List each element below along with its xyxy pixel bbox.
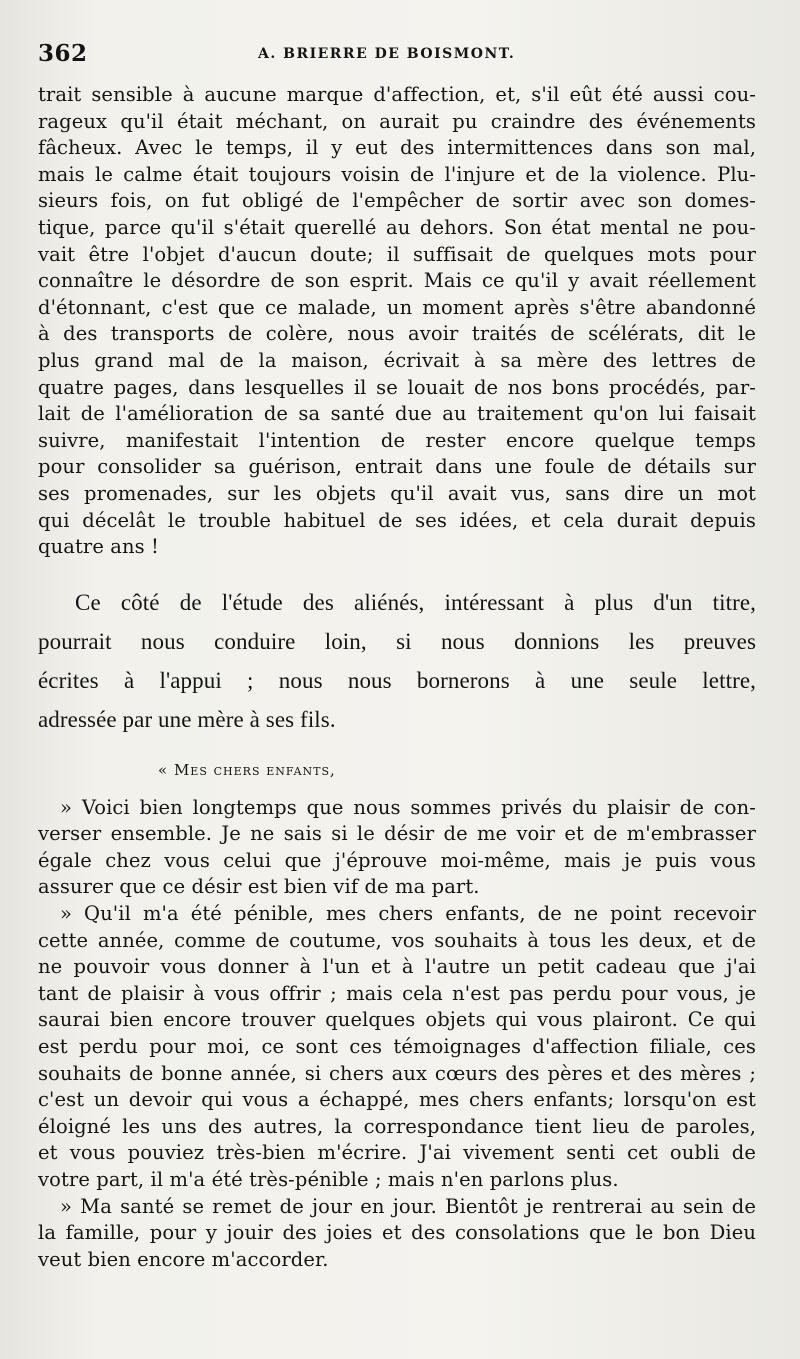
text-line: ses promenades, sur les objets qu'il avait vus, sans dire un mot bbox=[38, 481, 756, 505]
text-line: égale chez vous celui que j'éprouve moi-même, mais je puis vous bbox=[38, 848, 756, 872]
text-line: est perdu pour moi, ce sont ces témoignages d'affection filiale, ces bbox=[38, 1035, 756, 1059]
paragraph-introduction-to-letter bbox=[38, 583, 756, 739]
letter-paragraph bbox=[38, 1194, 756, 1274]
text-line: verser ensemble. Je ne sais si le désir de me voir et de m'embrasser bbox=[38, 822, 756, 846]
text-line: sieurs fois, on fut obligé de l'empêcher de sortir avec son domes- bbox=[38, 189, 756, 213]
text-line: vait être l'objet d'aucun doute; il suffisait de quelques mots pour bbox=[38, 242, 756, 266]
text-line: ne pouvoir vous donner à l'un et à l'autre un petit cadeau que j'ai bbox=[38, 955, 756, 979]
text-line: lait de l'amélioration de sa santé due au traitement qu'on lui faisait bbox=[38, 402, 756, 426]
text-line: » Voici bien longtemps que nous sommes privés du plaisir de con- bbox=[60, 795, 756, 819]
text-line: souhaits de bonne année, si chers aux cœurs des pères et des mères ; bbox=[38, 1061, 756, 1085]
text-line: trait sensible à aucune marque d'affection, et, s'il eût été aussi cou- bbox=[38, 83, 756, 106]
text-line: à des transports de colère, nous avoir traités de scélérats, dit le bbox=[38, 322, 756, 346]
text-line: » Ma santé se remet de jour en jour. Bientôt je rentrerai au sein de bbox=[60, 1194, 756, 1218]
text-line: votre part, il m'a été très-pénible ; mais n'en parlons plus. bbox=[38, 1168, 619, 1191]
text-line: suivre, manifestait l'intention de rester encore quelque temps bbox=[38, 428, 756, 452]
text-line: tant de plaisir à vous offrir ; mais cela n'est pas perdu pour vous, je bbox=[38, 981, 756, 1005]
text-line: qui décelât le trouble habituel de ses idées, et cela durait depuis bbox=[38, 508, 756, 532]
text-line: pourrait nous conduire loin, si nous donnions les preuves bbox=[38, 628, 756, 654]
page-number: 362 bbox=[38, 40, 88, 67]
text-line: la famille, pour y jouir des joies et des consolations que le bon Dieu bbox=[38, 1221, 756, 1245]
text-line: plus grand mal de la maison, écrivait à sa mère des lettres de bbox=[38, 348, 756, 372]
text-line: veut bien encore m'accorder. bbox=[38, 1247, 329, 1271]
text-line: quatre ans ! bbox=[38, 535, 159, 559]
paragraph-case-description bbox=[38, 82, 756, 561]
text-line: rageux qu'il était méchant, on aurait pu craindre des événements bbox=[38, 109, 756, 133]
text-line: et vous pouviez très-bien m'écrire. J'ai vivement senti cet oubli de bbox=[38, 1141, 756, 1165]
text-line: saurai bien encore trouver quelques objets qui vous plairont. Ce qui bbox=[38, 1008, 756, 1032]
text-line: pour consolider sa guérison, entrait dans une foule de détails sur bbox=[38, 455, 756, 479]
page-header bbox=[38, 40, 770, 76]
letter-paragraph bbox=[38, 901, 756, 1194]
text-line: tique, parce qu'il s'était querellé au dehors. Son état mental ne pou- bbox=[38, 215, 756, 239]
text-line: fâcheux. Avec le temps, il y eut des intermittences dans son mal, bbox=[38, 136, 756, 160]
text-line: éloigné les uns des autres, la correspondance tient lieu de paroles, bbox=[38, 1114, 756, 1138]
running-head: A. BRIERRE DE BOISMONT. bbox=[258, 46, 516, 62]
letter-body bbox=[38, 795, 756, 1274]
text-line: d'étonnant, c'est que ce malade, un moment après s'être abandonné bbox=[38, 295, 756, 319]
letter-paragraph bbox=[38, 795, 756, 901]
text-line: cette année, comme de coutume, vos souhaits à tous les deux, et de bbox=[38, 928, 756, 952]
text-line: assurer que ce désir est bien vif de ma part. bbox=[38, 875, 480, 899]
text-line: » Qu'il m'a été pénible, mes chers enfants, de ne point recevoir bbox=[60, 902, 756, 926]
text-line: écrites à l'appui ; nous nous bornerons à une seule lettre, bbox=[38, 667, 756, 693]
text-line: mais le calme était toujours voisin de l'injure et de la violence. Plu- bbox=[38, 162, 756, 186]
text-line: c'est un devoir qui vous a échappé, mes chers enfants; lorsqu'on est bbox=[38, 1088, 756, 1112]
text-line: connaître le désordre de son esprit. Mais ce qu'il y avait réellement bbox=[38, 269, 756, 293]
text-line: adressée par une mère à ses fils. bbox=[38, 706, 336, 732]
text-line: Ce côté de l'étude des aliénés, intéressant à plus d'un titre, bbox=[75, 589, 756, 615]
text-line: quatre pages, dans lesquelles il se louait de nos bons procédés, par- bbox=[38, 375, 756, 399]
text-block bbox=[38, 82, 756, 1273]
letter-salutation: « Mes chers enfants, bbox=[158, 760, 336, 779]
